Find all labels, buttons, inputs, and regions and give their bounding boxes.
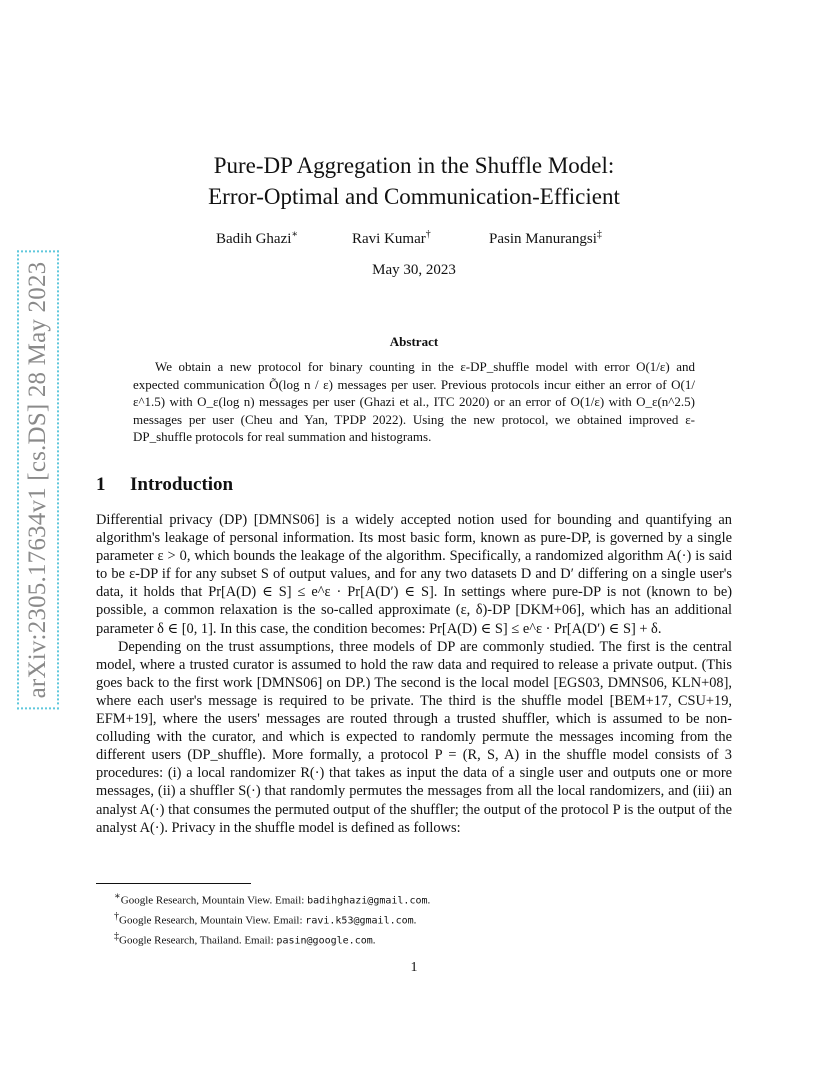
email-link[interactable]: badihghazi@gmail.com: [307, 895, 428, 907]
paper-date: May 30, 2023: [372, 262, 456, 278]
footnote: †Google Research, Mountain View. Email: ravi.k53@gmail.com.: [114, 911, 417, 927]
footnotes: [96, 889, 736, 949]
abstract-heading: Abstract: [389, 334, 439, 349]
author-name: Badih Ghazi: [216, 231, 292, 247]
author-name: Pasin Manurangsi: [489, 231, 597, 247]
author-3: [489, 229, 602, 248]
author-2: [352, 229, 431, 248]
title-line-2: Error-Optimal and Communication-Efficient: [208, 184, 620, 209]
section-heading: [96, 474, 233, 496]
email-link[interactable]: ravi.k53@gmail.com: [305, 915, 414, 927]
paragraph-2: Depending on the trust assumptions, three models of DP are commonly studied. The first is the central model, where a trusted curator is assumed to hold the raw data and required to release a private output. (This goes back to the first work [DMNS06] on DP.) The second is the local model [EGS03, DMNS06, KLN+08], where each user's message is required to be private. The third is the shuffle model [BEM+17, CSU+19, EFM+19], where the users' messages are routed through a trusted shuffler, which is assumed to be non-colluding with the curator, and which is expected to randomly permute the messages incoming from the different users (DP_shuffle). More formally, a protocol P = (R, S, A) in the shuffle model consists of 3 procedures: (i) a local randomizer R(·) that takes as input the data of a single user and outputs one or more messages, (ii) a shuffler S(·) that randomly permutes the messages from all the local randomizers, and (iii) an analyst A(·) that consumes the permuted output of the shuffler; the output of the protocol P is the output of the analyst A(·). Privacy in the shuffle model is defined as follows:: [96, 638, 732, 836]
arxiv-stamp[interactable]: [16, 250, 60, 710]
footnote-text: Google Research, Mountain View. Email:: [119, 914, 306, 927]
abstract-paragraph: We obtain a new protocol for binary counting in the ε-DP_shuffle model with error O(1/ε) and expected communication Õ(log n / ε) messages per user. Previous protocols incur either an error of O(1/ε^1.5) with O_ε(log n) messages per user (Ghazi et al., ITC 2020) or an error of O(1/ε) with O_ε(n^2.5) messages per user (Cheu and Yan, TPDP 2022). Using the new protocol, we obtained improved ε-DP_shuffle protocols for real summation and histograms.: [133, 359, 695, 444]
abstract-body: [133, 358, 695, 446]
page-number: 1: [410, 960, 418, 975]
author-footnote-mark[interactable]: ∗: [291, 229, 299, 240]
author-1: [216, 229, 298, 248]
footnote-mark: ∗: [114, 891, 121, 902]
section-number: 1: [96, 474, 106, 495]
paragraph-1: Differential privacy (DP) [DMNS06] is a widely accepted notion used for bounding and quantifying an algorithm's leakage of personal information. Its most basic form, known as pure-DP, is governed by a single parameter ε > 0, which bounds the leakage of the algorithm. Specifically, a randomized algorithm A(·) is said to be ε-DP if for any subset S of output values, and for any two datasets D and D′ differing on a single user's data, it holds that Pr[A(D) ∈ S] ≤ e^ε · Pr[A(D′) ∈ S]. In settings where pure-DP is not (known to be) possible, a common relaxation is the so-called approximate (ε, δ)-DP [DKM+06], which has an additional parameter δ ∈ [0, 1]. In this case, the condition becomes: Pr[A(D) ∈ S] ≤ e^ε · Pr[A(D′) ∈ S] + δ.: [96, 512, 732, 637]
author-name: Ravi Kumar: [352, 231, 426, 247]
title-line-1: Pure-DP Aggregation in the Shuffle Model:: [213, 153, 615, 178]
footnote-text: Google Research, Mountain View. Email:: [120, 894, 308, 907]
footnote: ∗Google Research, Mountain View. Email: badihghazi@gmail.com.: [114, 891, 431, 907]
footnote-rule: [96, 883, 251, 884]
section-title: Introduction: [130, 474, 234, 495]
author-footnote-mark[interactable]: ‡: [596, 229, 602, 240]
author-footnote-mark[interactable]: †: [425, 229, 431, 240]
footnote-mark: †: [114, 911, 119, 923]
footnote-text: Google Research, Thailand. Email:: [119, 934, 277, 947]
footnote-mark: ‡: [114, 931, 119, 943]
author-list: [0, 229, 828, 249]
paper-title: [0, 150, 828, 212]
footnote: ‡Google Research, Thailand. Email: pasin@google.com.: [114, 931, 376, 947]
section-body: [96, 511, 732, 837]
arxiv-identifier[interactable]: arXiv:2305.17634v1 [cs.DS] 28 May 2023: [22, 256, 54, 705]
email-link[interactable]: pasin@google.com: [276, 935, 373, 947]
